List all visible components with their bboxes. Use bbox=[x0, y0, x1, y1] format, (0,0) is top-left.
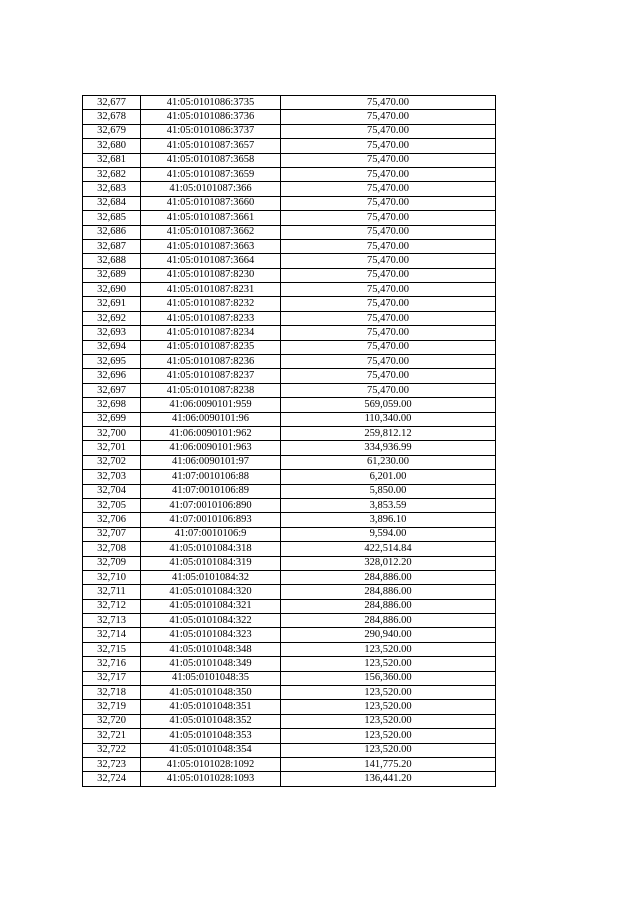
row-number-cell: 32,693 bbox=[83, 326, 141, 340]
row-number-cell: 32,688 bbox=[83, 254, 141, 268]
cadastral-number-cell: 41:06:0090101:97 bbox=[141, 455, 281, 469]
value-cell: 284,886.00 bbox=[281, 599, 496, 613]
value-cell: 334,936.99 bbox=[281, 441, 496, 455]
cadastral-number-cell: 41:05:0101087:8233 bbox=[141, 311, 281, 325]
table-row bbox=[83, 153, 496, 167]
table-row bbox=[83, 757, 496, 771]
table-row bbox=[83, 470, 496, 484]
value-cell: 156,360.00 bbox=[281, 671, 496, 685]
cadastral-number-cell: 41:05:0101028:1092 bbox=[141, 757, 281, 771]
value-cell: 136,441.20 bbox=[281, 772, 496, 786]
row-number-cell: 32,698 bbox=[83, 398, 141, 412]
table-row bbox=[83, 311, 496, 325]
row-number-cell: 32,708 bbox=[83, 542, 141, 556]
cadastral-number-cell: 41:05:0101087:3659 bbox=[141, 167, 281, 181]
row-number-cell: 32,700 bbox=[83, 426, 141, 440]
value-cell: 75,470.00 bbox=[281, 196, 496, 210]
row-number-cell: 32,702 bbox=[83, 455, 141, 469]
table-row bbox=[83, 657, 496, 671]
row-number-cell: 32,723 bbox=[83, 757, 141, 771]
cadastral-number-cell: 41:05:0101087:8235 bbox=[141, 340, 281, 354]
value-cell: 75,470.00 bbox=[281, 239, 496, 253]
row-number-cell: 32,681 bbox=[83, 153, 141, 167]
cadastral-number-cell: 41:05:0101086:3735 bbox=[141, 96, 281, 110]
value-cell: 422,514.84 bbox=[281, 542, 496, 556]
row-number-cell: 32,724 bbox=[83, 772, 141, 786]
row-number-cell: 32,711 bbox=[83, 585, 141, 599]
value-cell: 123,520.00 bbox=[281, 686, 496, 700]
cadastral-number-cell: 41:05:0101087:3664 bbox=[141, 254, 281, 268]
table-row bbox=[83, 139, 496, 153]
row-number-cell: 32,683 bbox=[83, 182, 141, 196]
cadastral-number-cell: 41:07:0010106:893 bbox=[141, 513, 281, 527]
table-row bbox=[83, 542, 496, 556]
row-number-cell: 32,713 bbox=[83, 614, 141, 628]
row-number-cell: 32,715 bbox=[83, 642, 141, 656]
row-number-cell: 32,692 bbox=[83, 311, 141, 325]
row-number-cell: 32,682 bbox=[83, 167, 141, 181]
row-number-cell: 32,691 bbox=[83, 297, 141, 311]
table-body bbox=[83, 96, 496, 787]
value-cell: 123,520.00 bbox=[281, 700, 496, 714]
table-row bbox=[83, 729, 496, 743]
row-number-cell: 32,721 bbox=[83, 729, 141, 743]
cadastral-number-cell: 41:05:0101087:366 bbox=[141, 182, 281, 196]
value-cell: 6,201.00 bbox=[281, 470, 496, 484]
value-cell: 75,470.00 bbox=[281, 311, 496, 325]
cadastral-number-cell: 41:07:0010106:9 bbox=[141, 527, 281, 541]
table-row bbox=[83, 714, 496, 728]
value-cell: 75,470.00 bbox=[281, 139, 496, 153]
row-number-cell: 32,690 bbox=[83, 283, 141, 297]
row-number-cell: 32,696 bbox=[83, 369, 141, 383]
cadastral-number-cell: 41:05:0101048:353 bbox=[141, 729, 281, 743]
table-row bbox=[83, 426, 496, 440]
cadastral-number-cell: 41:05:0101087:3661 bbox=[141, 211, 281, 225]
cadastral-number-cell: 41:07:0010106:890 bbox=[141, 498, 281, 512]
value-cell: 75,470.00 bbox=[281, 283, 496, 297]
row-number-cell: 32,678 bbox=[83, 110, 141, 124]
table-row bbox=[83, 556, 496, 570]
cadastral-number-cell: 41:07:0010106:89 bbox=[141, 484, 281, 498]
table-row bbox=[83, 297, 496, 311]
table-row bbox=[83, 772, 496, 786]
cadastral-number-cell: 41:06:0090101:962 bbox=[141, 426, 281, 440]
value-cell: 284,886.00 bbox=[281, 585, 496, 599]
table-row bbox=[83, 96, 496, 110]
cadastral-number-cell: 41:05:0101028:1093 bbox=[141, 772, 281, 786]
table-row bbox=[83, 196, 496, 210]
cadastral-number-cell: 41:05:0101087:8230 bbox=[141, 268, 281, 282]
row-number-cell: 32,703 bbox=[83, 470, 141, 484]
row-number-cell: 32,685 bbox=[83, 211, 141, 225]
value-cell: 75,470.00 bbox=[281, 268, 496, 282]
value-cell: 123,520.00 bbox=[281, 642, 496, 656]
cadastral-number-cell: 41:05:0101087:8231 bbox=[141, 283, 281, 297]
value-cell: 75,470.00 bbox=[281, 96, 496, 110]
row-number-cell: 32,709 bbox=[83, 556, 141, 570]
cadastral-number-cell: 41:05:0101048:349 bbox=[141, 657, 281, 671]
table-row bbox=[83, 455, 496, 469]
value-cell: 75,470.00 bbox=[281, 326, 496, 340]
table-row bbox=[83, 585, 496, 599]
value-cell: 75,470.00 bbox=[281, 383, 496, 397]
value-cell: 9,594.00 bbox=[281, 527, 496, 541]
table-row bbox=[83, 570, 496, 584]
table-row bbox=[83, 743, 496, 757]
value-cell: 259,812.12 bbox=[281, 426, 496, 440]
cadastral-number-cell: 41:05:0101084:320 bbox=[141, 585, 281, 599]
value-cell: 123,520.00 bbox=[281, 714, 496, 728]
cadastral-number-cell: 41:05:0101087:8236 bbox=[141, 355, 281, 369]
cadastral-number-cell: 41:05:0101084:32 bbox=[141, 570, 281, 584]
cadastral-value-table bbox=[82, 95, 496, 787]
row-number-cell: 32,717 bbox=[83, 671, 141, 685]
row-number-cell: 32,722 bbox=[83, 743, 141, 757]
table-row bbox=[83, 412, 496, 426]
value-cell: 75,470.00 bbox=[281, 297, 496, 311]
cadastral-number-cell: 41:05:0101084:321 bbox=[141, 599, 281, 613]
cadastral-number-cell: 41:06:0090101:963 bbox=[141, 441, 281, 455]
row-number-cell: 32,686 bbox=[83, 225, 141, 239]
cadastral-number-cell: 41:05:0101048:351 bbox=[141, 700, 281, 714]
table-row bbox=[83, 326, 496, 340]
value-cell: 3,896.10 bbox=[281, 513, 496, 527]
row-number-cell: 32,689 bbox=[83, 268, 141, 282]
cadastral-number-cell: 41:06:0090101:959 bbox=[141, 398, 281, 412]
cadastral-number-cell: 41:05:0101048:354 bbox=[141, 743, 281, 757]
cadastral-number-cell: 41:05:0101087:3658 bbox=[141, 153, 281, 167]
cadastral-number-cell: 41:05:0101084:319 bbox=[141, 556, 281, 570]
cadastral-number-cell: 41:05:0101086:3737 bbox=[141, 124, 281, 138]
row-number-cell: 32,712 bbox=[83, 599, 141, 613]
value-cell: 75,470.00 bbox=[281, 369, 496, 383]
table-row bbox=[83, 254, 496, 268]
cadastral-number-cell: 41:05:0101087:3663 bbox=[141, 239, 281, 253]
value-cell: 75,470.00 bbox=[281, 340, 496, 354]
table-row bbox=[83, 628, 496, 642]
row-number-cell: 32,719 bbox=[83, 700, 141, 714]
value-cell: 75,470.00 bbox=[281, 153, 496, 167]
cadastral-number-cell: 41:05:0101086:3736 bbox=[141, 110, 281, 124]
value-cell: 61,230.00 bbox=[281, 455, 496, 469]
table-row bbox=[83, 599, 496, 613]
cadastral-number-cell: 41:05:0101084:323 bbox=[141, 628, 281, 642]
row-number-cell: 32,720 bbox=[83, 714, 141, 728]
value-cell: 141,775.20 bbox=[281, 757, 496, 771]
table-row bbox=[83, 355, 496, 369]
cadastral-number-cell: 41:06:0090101:96 bbox=[141, 412, 281, 426]
row-number-cell: 32,680 bbox=[83, 139, 141, 153]
table-row bbox=[83, 167, 496, 181]
table-row bbox=[83, 239, 496, 253]
table-row bbox=[83, 527, 496, 541]
row-number-cell: 32,707 bbox=[83, 527, 141, 541]
row-number-cell: 32,687 bbox=[83, 239, 141, 253]
row-number-cell: 32,714 bbox=[83, 628, 141, 642]
row-number-cell: 32,705 bbox=[83, 498, 141, 512]
row-number-cell: 32,684 bbox=[83, 196, 141, 210]
table-row bbox=[83, 498, 496, 512]
value-cell: 284,886.00 bbox=[281, 614, 496, 628]
value-cell: 290,940.00 bbox=[281, 628, 496, 642]
row-number-cell: 32,704 bbox=[83, 484, 141, 498]
value-cell: 75,470.00 bbox=[281, 124, 496, 138]
cadastral-number-cell: 41:05:0101048:352 bbox=[141, 714, 281, 728]
cadastral-number-cell: 41:05:0101048:35 bbox=[141, 671, 281, 685]
table-row bbox=[83, 441, 496, 455]
value-cell: 123,520.00 bbox=[281, 657, 496, 671]
value-cell: 328,012.20 bbox=[281, 556, 496, 570]
table-row bbox=[83, 211, 496, 225]
row-number-cell: 32,718 bbox=[83, 686, 141, 700]
row-number-cell: 32,710 bbox=[83, 570, 141, 584]
cadastral-number-cell: 41:05:0101084:318 bbox=[141, 542, 281, 556]
value-cell: 75,470.00 bbox=[281, 167, 496, 181]
table-row bbox=[83, 369, 496, 383]
value-cell: 3,853.59 bbox=[281, 498, 496, 512]
row-number-cell: 32,699 bbox=[83, 412, 141, 426]
value-cell: 110,340.00 bbox=[281, 412, 496, 426]
value-cell: 75,470.00 bbox=[281, 182, 496, 196]
table-row bbox=[83, 484, 496, 498]
row-number-cell: 32,716 bbox=[83, 657, 141, 671]
table-row bbox=[83, 340, 496, 354]
value-cell: 75,470.00 bbox=[281, 211, 496, 225]
row-number-cell: 32,695 bbox=[83, 355, 141, 369]
table-row bbox=[83, 283, 496, 297]
value-cell: 75,470.00 bbox=[281, 225, 496, 239]
cadastral-number-cell: 41:05:0101087:8232 bbox=[141, 297, 281, 311]
table-row bbox=[83, 225, 496, 239]
table-row bbox=[83, 686, 496, 700]
table-row bbox=[83, 110, 496, 124]
table-row bbox=[83, 268, 496, 282]
cadastral-number-cell: 41:05:0101048:350 bbox=[141, 686, 281, 700]
table-row bbox=[83, 614, 496, 628]
value-cell: 5,850.00 bbox=[281, 484, 496, 498]
table-row bbox=[83, 124, 496, 138]
cadastral-number-cell: 41:07:0010106:88 bbox=[141, 470, 281, 484]
row-number-cell: 32,677 bbox=[83, 96, 141, 110]
table-row bbox=[83, 671, 496, 685]
cadastral-number-cell: 41:05:0101048:348 bbox=[141, 642, 281, 656]
table-row bbox=[83, 383, 496, 397]
table-row bbox=[83, 182, 496, 196]
cadastral-number-cell: 41:05:0101087:3657 bbox=[141, 139, 281, 153]
value-cell: 123,520.00 bbox=[281, 743, 496, 757]
value-cell: 75,470.00 bbox=[281, 254, 496, 268]
row-number-cell: 32,694 bbox=[83, 340, 141, 354]
cadastral-number-cell: 41:05:0101087:8238 bbox=[141, 383, 281, 397]
table-row bbox=[83, 642, 496, 656]
value-cell: 284,886.00 bbox=[281, 570, 496, 584]
value-cell: 569,059.00 bbox=[281, 398, 496, 412]
row-number-cell: 32,697 bbox=[83, 383, 141, 397]
cadastral-number-cell: 41:05:0101087:3662 bbox=[141, 225, 281, 239]
value-cell: 123,520.00 bbox=[281, 729, 496, 743]
cadastral-number-cell: 41:05:0101084:322 bbox=[141, 614, 281, 628]
table-row bbox=[83, 398, 496, 412]
cadastral-number-cell: 41:05:0101087:8234 bbox=[141, 326, 281, 340]
row-number-cell: 32,679 bbox=[83, 124, 141, 138]
cadastral-number-cell: 41:05:0101087:3660 bbox=[141, 196, 281, 210]
value-cell: 75,470.00 bbox=[281, 355, 496, 369]
table-row bbox=[83, 700, 496, 714]
row-number-cell: 32,701 bbox=[83, 441, 141, 455]
value-cell: 75,470.00 bbox=[281, 110, 496, 124]
row-number-cell: 32,706 bbox=[83, 513, 141, 527]
table-row bbox=[83, 513, 496, 527]
cadastral-number-cell: 41:05:0101087:8237 bbox=[141, 369, 281, 383]
